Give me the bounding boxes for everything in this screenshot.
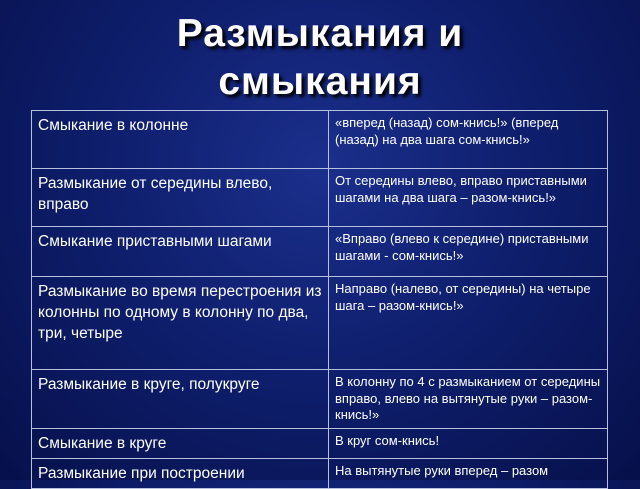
action-text: Смыкание приставными шагами	[38, 233, 272, 250]
command-cell	[329, 169, 608, 227]
table-row	[32, 370, 608, 429]
action-text: Смыкание в колонне	[38, 117, 189, 134]
command-cell	[329, 111, 608, 169]
table-row	[32, 277, 608, 370]
command-text: От середины влево, вправо приставными шагами на два шага – разом-кнись!»	[335, 173, 587, 205]
action-cell	[32, 227, 329, 277]
command-text: В колонну по 4 с размыканием от середины вправо, влево на вытянутые руки – разом-кнись!»	[335, 374, 601, 422]
action-cell	[32, 428, 329, 458]
command-cell	[329, 458, 608, 488]
table-row	[32, 169, 608, 227]
action-text: Смыкание в круге	[38, 434, 167, 452]
slide-title-line-2: смыкания	[218, 60, 422, 103]
action-cell	[32, 169, 329, 227]
table-row	[32, 458, 608, 488]
action-text: Размыкание от середины влево, вправо	[38, 175, 273, 213]
slide-title-line-1: Размыкания и	[176, 12, 464, 55]
slide-title	[0, 10, 640, 106]
command-text: В круг сом-кнись!	[335, 432, 440, 448]
command-cell	[329, 227, 608, 277]
command-text: Направо (налево, от середины) на четыре шага – разом-кнись!»	[335, 281, 591, 313]
command-cell	[329, 370, 608, 429]
commands-table	[31, 110, 608, 489]
action-text: Размыкание при построении	[38, 464, 245, 482]
action-text: Размыкание во время перестроения из колонны по одному в колонну по два, три, четыре	[38, 283, 322, 342]
action-cell	[32, 370, 329, 429]
action-cell	[32, 458, 329, 488]
command-cell	[329, 277, 608, 370]
command-text: «вперед (назад) сом-кнись!» (вперед (назад) на два шага сом-кнись!»	[335, 115, 559, 147]
action-cell	[32, 277, 329, 370]
table-row	[32, 227, 608, 277]
action-text: Размыкание в круге, полукруге	[38, 376, 260, 393]
command-cell	[329, 428, 608, 458]
command-text: На вытянутые руки вперед – разом	[335, 462, 549, 478]
command-text: «Вправо (влево к середине) приставными шагами - сом-кнись!»	[335, 231, 589, 263]
table-row	[32, 111, 608, 169]
table-row	[32, 428, 608, 458]
action-cell	[32, 111, 329, 169]
